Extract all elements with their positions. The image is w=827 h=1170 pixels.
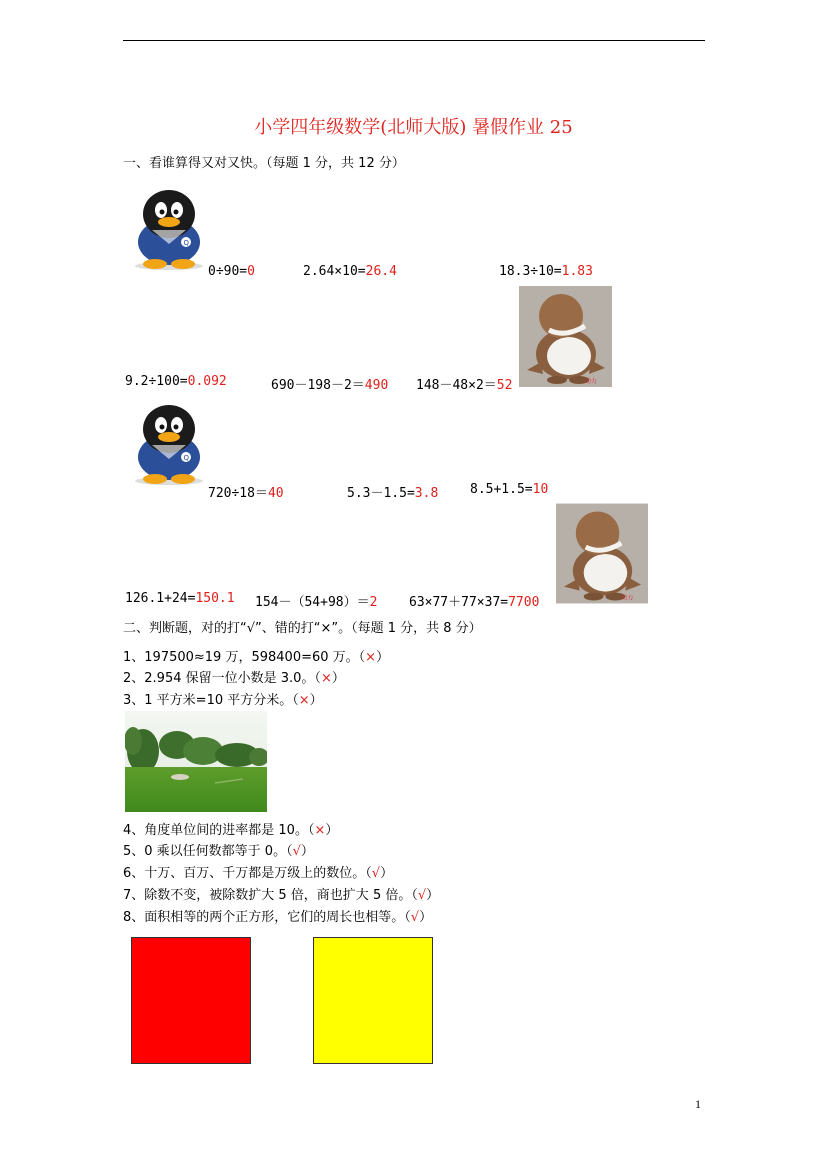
yellow-square — [313, 937, 433, 1064]
calc-item: 8.5+1.5=10 — [470, 482, 549, 497]
calc-item: 63×77＋77×37=7700 — [409, 595, 540, 610]
page-number: 1 — [695, 1097, 701, 1111]
calc-item: 5.3－1.5=3.8 — [347, 486, 439, 501]
calc-item: 720÷18＝40 — [208, 486, 284, 501]
judge-item: 2、2.954 保留一位小数是 3.0。（×） — [123, 671, 345, 686]
calc-item: 148－48×2＝52 — [416, 378, 513, 393]
logo: 动力 — [621, 594, 634, 602]
qq-penguin-icon — [130, 400, 208, 488]
section1-heading: 一、看谁算得又对又快。（每题 1 分，共 12 分） — [123, 156, 405, 171]
judge-item: 5、0 乘以任何数都等于 0。（√） — [123, 844, 314, 859]
judge-item: 6、十万、百万、千万都是万级上的数位。（√） — [123, 866, 394, 881]
calc-item: 2.64×10=26.4 — [303, 264, 397, 279]
judge-item: 8、面积相等的两个正方形，它们的周长也相等。（√） — [123, 910, 433, 925]
red-square — [131, 937, 251, 1064]
top-rule — [123, 40, 705, 41]
calc-item: 0÷90=0 — [208, 264, 255, 279]
brown-bird-icon — [519, 286, 612, 387]
svg-text:Q: Q — [183, 239, 190, 247]
judge-item: 3、1 平方米=10 平方分米。（×） — [123, 693, 323, 708]
calc-item: 126.1+24=150.1 — [125, 591, 235, 606]
svg-text:Q: Q — [183, 454, 190, 462]
judge-item: 1、197500≈19 万，598400=60 万。（×） — [123, 650, 390, 665]
judge-item: 4、角度单位间的进率都是 10。（×） — [123, 823, 339, 838]
brown-bird-icon — [556, 503, 648, 604]
calc-item: 18.3÷10=1.83 — [499, 264, 593, 279]
calc-item: 690－198－2＝490 — [271, 378, 389, 393]
park-landscape-image — [125, 711, 267, 812]
page-title: 小学四年级数学(北师大版) 暑假作业 25 — [254, 117, 573, 138]
logo: 动力 — [585, 378, 598, 385]
judge-item: 7、除数不变，被除数扩大 5 倍，商也扩大 5 倍。（√） — [123, 888, 440, 903]
section2-heading: 二、判断题，对的打“√”、错的打“×”。（每题 1 分，共 8 分） — [123, 621, 482, 636]
calc-item: 154－（54+98）＝2 — [255, 595, 378, 610]
calc-item: 9.2÷100=0.092 — [125, 374, 227, 389]
qq-penguin-icon — [130, 186, 208, 272]
